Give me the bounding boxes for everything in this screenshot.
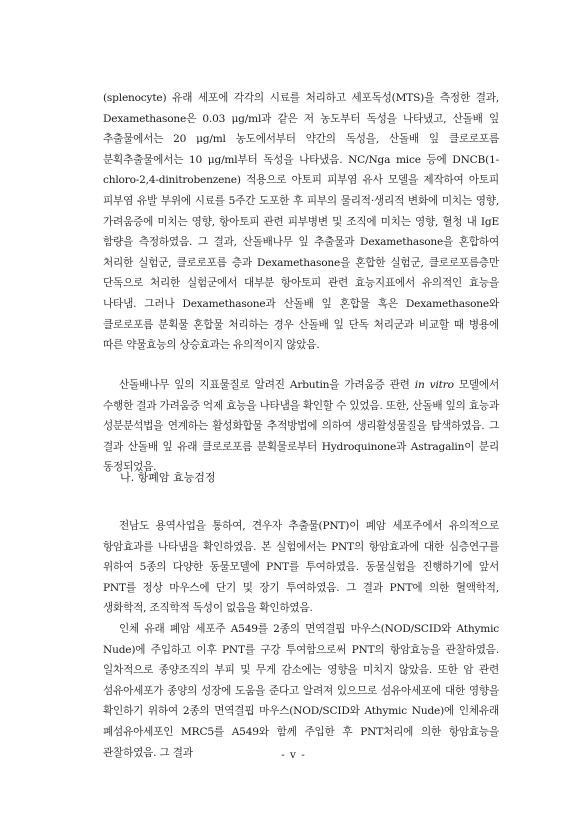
paragraph-pnt-intro: 전남도 용역사업을 통하여, 견우자 추출물(PNT)이 폐암 세포주에서 유의적으로 항암효과를 나타냄을 확인하였음. 본 실험에서는 PNT의 항암효과에 대한 심층연구를 위하여 5종의 다양한 동물모델에 PNT를 투여하였음. 동물실험을 진행하기에 앞서 PNT를 정상 마우스에 단기 및 장기 투여하였음. 그 결과 PNT에 의한 혈액학적, 생화학적, 조직학적 독성이 없음을 확인하였음. [103, 520, 499, 615]
paragraph-pnt-a549: 인체 유래 폐암 세포주 A549를 2종의 면역결핍 마우스(NOD/SCID와 Athymic Nude)에 주입하고 이후 PNT를 구강 투여함으로써 PNT의 항암효능을 관찰하였음. 일차적으로 종양조직의 부피 및 무게 감소에는 영향을 미치지 않았음. 또한 암 관련 섬유아세포가 종양의 성장에 도움을 준다고 알려져 있으므로 섬유아세포에 대한 영향을 확인하기 위하여 2종의 면역결핍 마우스(NOD/SCID와 Athymic Nude)에 인체유래 폐섬유아세포인 MRC5를 A549와 함께 주입한 후 PNT처리에 의한 항암효능을 관찰하였음. 그 결과 [103, 622, 499, 759]
paragraph-arbutin [103, 375, 499, 478]
paragraph-arbutin-italic: in vitro [414, 379, 454, 391]
lung-cancer-section [103, 516, 499, 763]
paragraph-arbutin-text-1: 산돌배나무 잎의 지표물질로 알려진 Arbutin을 가려움증 관련 [119, 379, 415, 391]
section-heading: 나. 항폐암 효능검정 [120, 471, 216, 484]
paragraph-atopy-results: (splenocyte) 유래 세포에 각각의 시료를 처리하고 세포독성(MTS)을 측정한 결과, Dexamethasone은 0.03 μg/ml과 같은 저 농도부터 독성을 나타냈고, 산돌배 잎 추출물에서는 20 μg/ml 농도에서부터 약간의 독성을, 산돌배 잎 클로로포름 분획추출물에서는 10 μg/ml부터 독성을 나타냈음. NC/Nga mice 등에 DNCB(1-chloro-2,4-dinitrobenzene) 적용으로 아토피 피부염 유사 모델을 제작하여 아토피 피부염 유발 부위에 시료를 5주간 도포한 후 피부의 물리적·생리적 변화에 미치는 영향, 가려움증에 미치는 영향, 항아토피 관련 피부병변 및 조직에 미치는 영향, 혈청 내 IgE 함량을 측정하였음. 그 결과, 산돌배나무 잎 추출물과 Dexamethasone을 혼합하여 처리한 실험군, 클로로포름 층과 Dexamethasone을 혼합한 실험군, 클로로포름층만 단독으로 처리한 실험군에서 대부분 항아토피 관련 효능지표에서 유의적인 효능을 나타냄. 그러나 Dexamethasone과 산돌배 잎 혼합물 혹은 Dexamethasone와 클로로포름 분획물 혼합물 처리하는 경우 산돌배 잎 단독 처리군과 비교할 때 병용에 따른 약물효능의 상승효과는 유의적이지 않았음. [103, 92, 499, 352]
paragraph-arbutin-text-2: 모델에서 수행한 결과 가려움증 억제 효능을 나타냄을 확인할 수 있었음. 또한, 산돌배 잎의 효능과 성분분석법을 연계하는 활성화합물 추적방법에 의하여 생리활성물질을 탐색하였음. 그 결과 산돌배 잎 유래 클로로포름 분획물로부터 Hydroquinone과 Astragalin이 분리 동정되었음. [103, 379, 499, 474]
page-number: - v - [281, 749, 306, 761]
